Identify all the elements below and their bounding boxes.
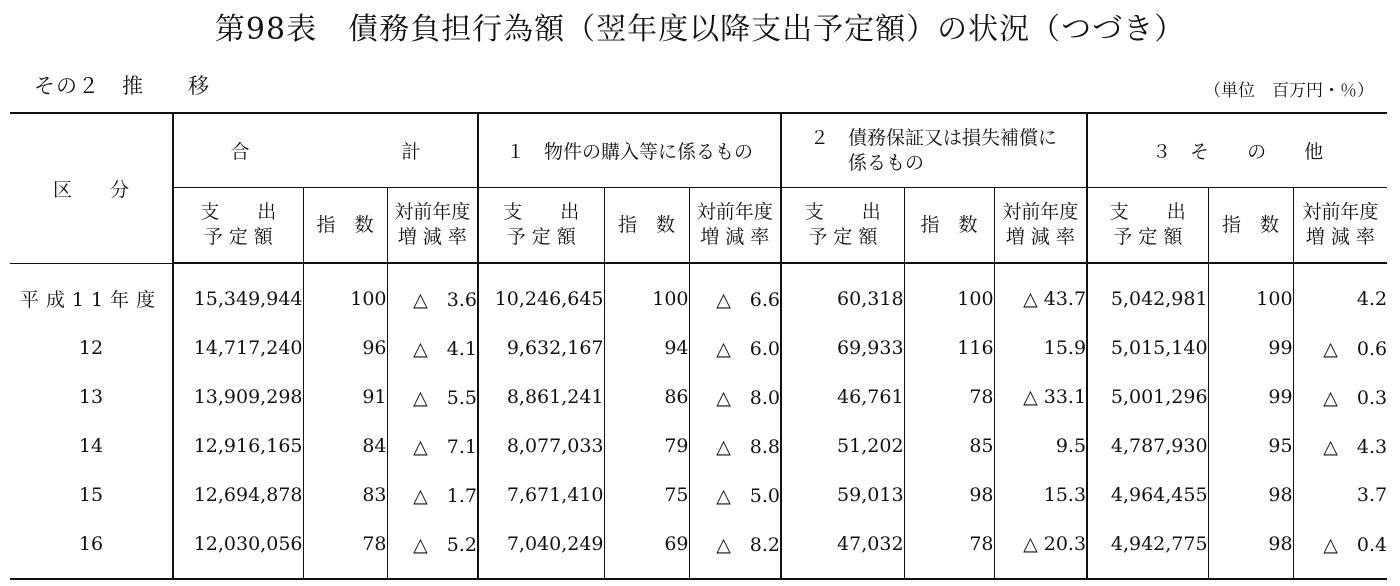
- cell-index: 69: [604, 519, 689, 568]
- cell-index: 84: [303, 421, 387, 470]
- cell-expense: 13,909,298: [173, 372, 303, 421]
- cell-index: 78: [904, 372, 994, 421]
- subheader-index: 指 数: [303, 188, 387, 264]
- cell-expense: 8,077,033: [478, 421, 604, 470]
- cell-expense: 7,671,410: [478, 470, 604, 519]
- row-label: 13: [78, 385, 104, 408]
- unit-label: （単位 百万円・％）: [1204, 81, 1374, 101]
- subheader-change: 対前年度 増 減 率: [387, 188, 478, 264]
- group-header-guarantee-line1: ２ 債務保証又は損失補償に: [810, 126, 1058, 149]
- cell-expense: 7,040,249: [478, 519, 604, 568]
- subheader-expense: 支 出 予 定 額: [1087, 188, 1208, 264]
- cell-index: 75: [604, 470, 689, 519]
- cell-index: 95: [1208, 421, 1293, 470]
- cell-change: △ 6.0: [689, 323, 781, 372]
- cell-expense: 46,761: [781, 372, 904, 421]
- cell-index: 79: [604, 421, 689, 470]
- cell-index: 86: [604, 372, 689, 421]
- subheader-change: 対前年度 増 減 率: [1293, 188, 1387, 264]
- cell-expense: 12,694,878: [173, 470, 303, 519]
- cell-change: △ 43.7: [994, 274, 1087, 323]
- cell-expense: 4,964,455: [1087, 470, 1208, 519]
- cell-change: △ 33.1: [994, 372, 1087, 421]
- cell-change: 4.2: [1293, 274, 1387, 323]
- cell-change: △ 3.6: [387, 274, 478, 323]
- cell-index: 99: [1208, 372, 1293, 421]
- subheader-index: 指 数: [1208, 188, 1293, 264]
- page-title: 第98表 債務負担行為額（翌年度以降支出予定額）の状況（つづき）: [214, 12, 1186, 47]
- subheader-index: 指 数: [904, 188, 994, 264]
- subheader-expense: 支 出 予 定 額: [173, 188, 303, 264]
- cell-change: △ 4.1: [387, 323, 478, 372]
- group-header-other: ３ そ の 他: [1087, 113, 1387, 188]
- group-header-guarantee: [781, 113, 1087, 188]
- subheader-index: 指 数: [604, 188, 689, 264]
- table-row: [10, 372, 1387, 421]
- cell-change: △ 5.0: [689, 470, 781, 519]
- cell-index: 100: [604, 274, 689, 323]
- row-label: 16: [78, 532, 104, 555]
- cell-index: 78: [303, 519, 387, 568]
- cell-change: △ 4.3: [1293, 421, 1387, 470]
- cell-change: △ 7.1: [387, 421, 478, 470]
- cell-index: 100: [1208, 274, 1293, 323]
- cell-expense: 8,861,241: [478, 372, 604, 421]
- cell-expense: 9,632,167: [478, 323, 604, 372]
- cell-change: 15.3: [994, 470, 1087, 519]
- cell-index: 99: [1208, 323, 1293, 372]
- cell-change: △ 6.6: [689, 274, 781, 323]
- cell-change: △ 0.4: [1293, 519, 1387, 568]
- group-header-purchase: １ 物件の購入等に係るもの: [478, 113, 781, 188]
- table-row: [10, 421, 1387, 470]
- table-row: [10, 323, 1387, 372]
- cell-index: 91: [303, 372, 387, 421]
- cell-change: 3.7: [1293, 470, 1387, 519]
- cell-index: 100: [303, 274, 387, 323]
- cell-index: 78: [904, 519, 994, 568]
- table-row: [10, 274, 1387, 323]
- group-header-guarantee-line2: 係るもの: [848, 151, 925, 174]
- cell-change: 15.9: [994, 323, 1087, 372]
- cell-change: △ 0.6: [1293, 323, 1387, 372]
- row-label: 12: [78, 336, 104, 359]
- cell-expense: 5,042,981: [1087, 274, 1208, 323]
- row-label: 平成11年度: [19, 289, 163, 311]
- cell-expense: 51,202: [781, 421, 904, 470]
- cell-index: 85: [904, 421, 994, 470]
- subheader-change: 対前年度 増 減 率: [689, 188, 781, 264]
- spacer-row: [10, 263, 1387, 274]
- row-header: 区 分: [10, 113, 173, 263]
- cell-expense: 4,787,930: [1087, 421, 1208, 470]
- table-row: [10, 470, 1387, 519]
- cell-expense: 14,717,240: [173, 323, 303, 372]
- cell-change: △ 20.3: [994, 519, 1087, 568]
- cell-expense: 47,032: [781, 519, 904, 568]
- cell-change: △ 8.0: [689, 372, 781, 421]
- cell-expense: 60,318: [781, 274, 904, 323]
- cell-expense: 4,942,775: [1087, 519, 1208, 568]
- subheader-change: 対前年度 増 減 率: [994, 188, 1087, 264]
- cell-index: 98: [904, 470, 994, 519]
- row-label: 14: [78, 434, 104, 457]
- row-label: 15: [78, 483, 104, 506]
- cell-expense: 12,030,056: [173, 519, 303, 568]
- subheader-expense: 支 出 予 定 額: [781, 188, 904, 264]
- cell-change: △ 8.8: [689, 421, 781, 470]
- cell-change: △ 8.2: [689, 519, 781, 568]
- cell-expense: 5,015,140: [1087, 323, 1208, 372]
- cell-index: 83: [303, 470, 387, 519]
- cell-index: 98: [1208, 519, 1293, 568]
- cell-change: △ 1.7: [387, 470, 478, 519]
- cell-index: 96: [303, 323, 387, 372]
- group-header-total: 合 計: [173, 113, 478, 188]
- cell-index: 116: [904, 323, 994, 372]
- cell-expense: 10,246,645: [478, 274, 604, 323]
- subheader-row: [10, 188, 1387, 264]
- cell-change: △ 0.3: [1293, 372, 1387, 421]
- data-table: [10, 112, 1387, 580]
- cell-expense: 59,013: [781, 470, 904, 519]
- cell-expense: 15,349,944: [173, 274, 303, 323]
- cell-change: △ 5.5: [387, 372, 478, 421]
- cell-change: 9.5: [994, 421, 1087, 470]
- table-row: [10, 519, 1387, 568]
- cell-change: △ 5.2: [387, 519, 478, 568]
- cell-expense: 12,916,165: [173, 421, 303, 470]
- cell-index: 98: [1208, 470, 1293, 519]
- cell-expense: 5,001,296: [1087, 372, 1208, 421]
- cell-index: 100: [904, 274, 994, 323]
- cell-index: 94: [604, 323, 689, 372]
- subheader-expense: 支 出 予 定 額: [478, 188, 604, 264]
- cell-expense: 69,933: [781, 323, 904, 372]
- section-subtitle: その２ 推 移: [34, 74, 210, 98]
- spacer-row: [10, 568, 1387, 579]
